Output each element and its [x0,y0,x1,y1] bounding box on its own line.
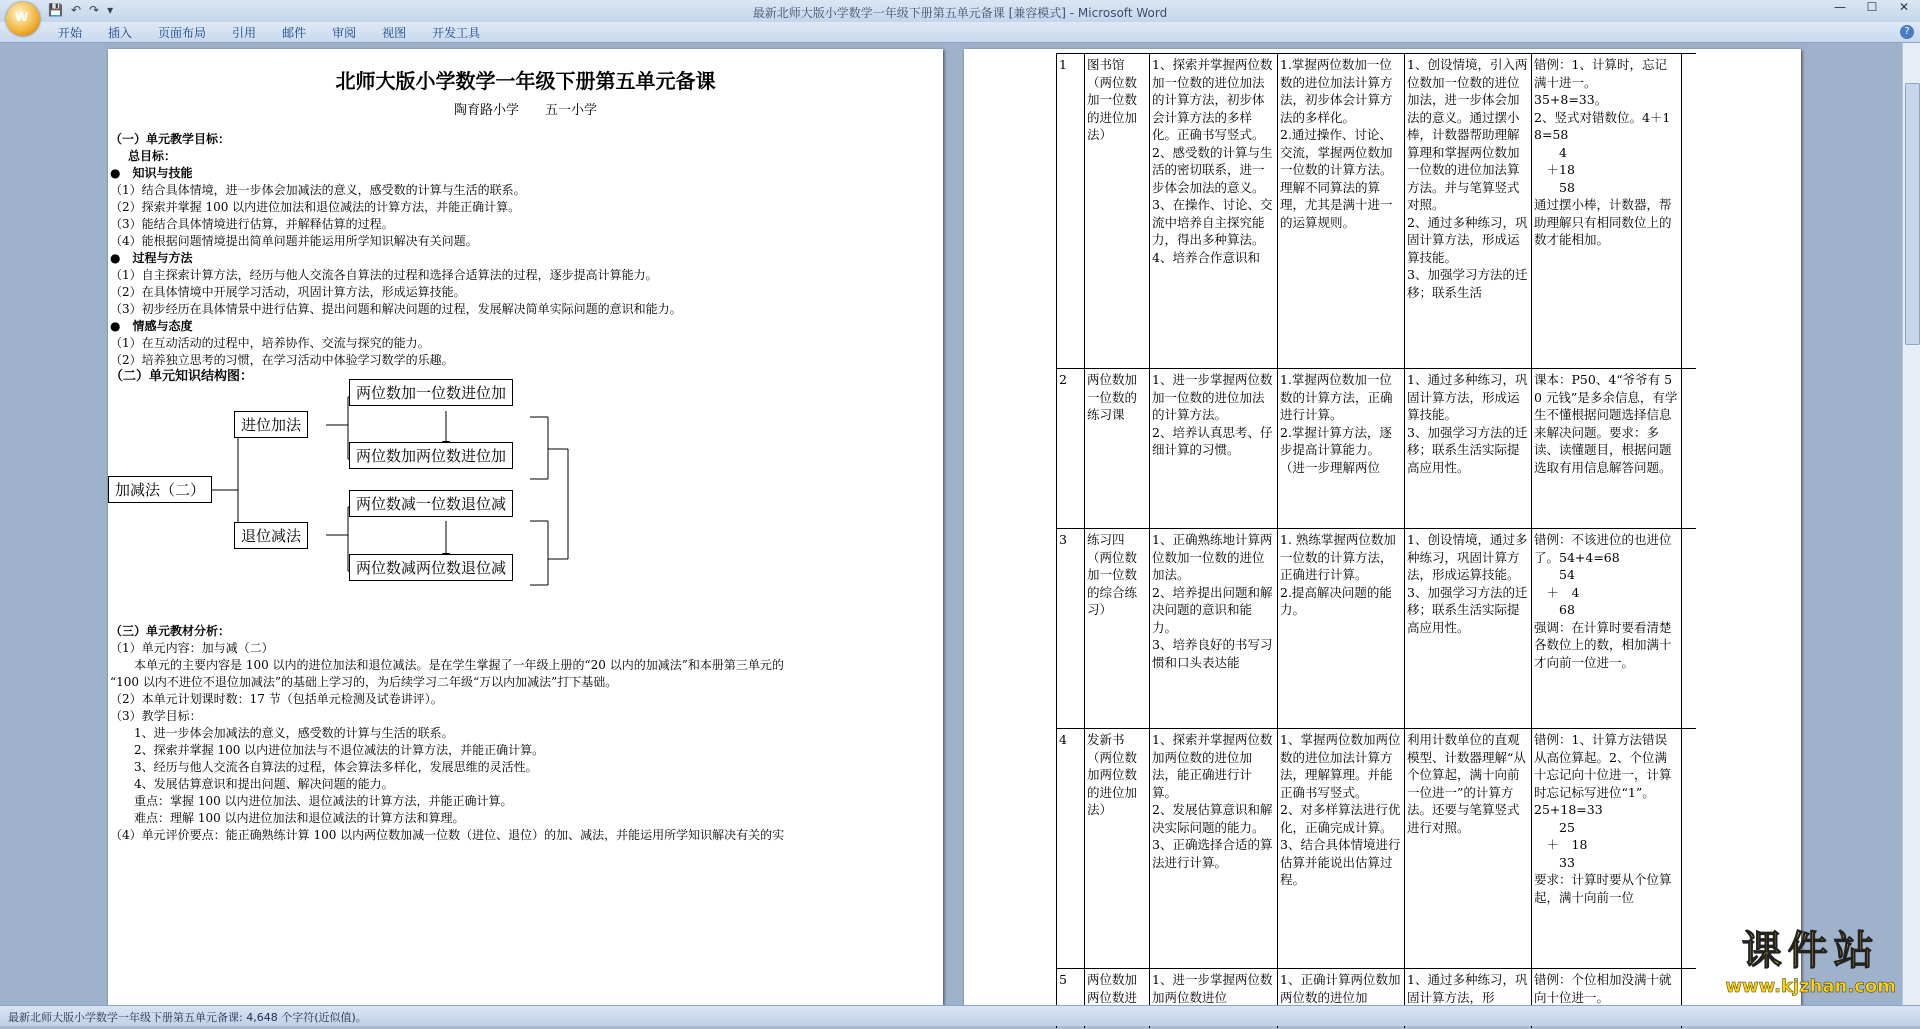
table-grid-line [1531,53,1532,1028]
text-line: （3）教学目标： [110,709,202,723]
text-line: （1）结合具体情境，进一步体会加减法的意义，感受数的计算与生活的联系。 [110,183,526,197]
minimize-button[interactable]: — [1834,0,1846,14]
help-icon[interactable]: ? [1900,25,1914,39]
tree-leaf: 两位数加两位数进位加 [349,442,513,469]
customize-qat-icon[interactable]: ▾ [107,3,114,17]
document-title: 北师大版小学数学一年级下册第五单元备课 [335,69,716,93]
text-line: （1）单元内容：加与减（二） [110,641,274,655]
lesson-methods: 1、创设情境，引入两位数加一位数的进位加法，进一步体会加法的意义。通过摆小棒，计数器帮助理解算理和掌握两位数加一位数的进位加法算方法。并与笔算竖式对照。 2、通过多种练习，巩固计算方法，形成运算技能。 3、加强学习方法的迁移；联系生活 [1407,57,1528,300]
table-grid-line [1681,53,1682,1028]
window-controls [1824,0,1920,20]
office-logo-icon: W [15,10,29,24]
watermark-url: www.kjzhan.com [1725,976,1896,997]
table-row [1056,728,1696,969]
lesson-topic: 两位数加两位数进 [1087,972,1138,1005]
ribbon-tabs [58,24,480,41]
text-line: 2、探索并掌握 100 以内进位加法与不退位减法的计算方法，并能正确计算。 [110,743,545,757]
lesson-focus: 1、正确计算两位数加两位数的进位加 [1280,972,1401,1005]
lesson-topic: 两位数加一位数的练习课 [1087,372,1138,422]
document-page-1 [108,49,943,1009]
text-line: （3）能结合具体情境进行估算，并解释估算的过程。 [110,217,394,231]
close-button[interactable]: ✕ [1898,0,1910,14]
maximize-button[interactable]: ☐ [1866,0,1878,14]
bullet-heading: ● 过程与方法 [110,251,193,265]
window-title: 最新北师大版小学数学一年级下册第五单元备课 [兼容模式] - Microsoft Word [752,6,1168,20]
status-bar [0,1005,1920,1026]
table-row [1056,368,1696,529]
lesson-goals: 1、探索并掌握两位数加一位数的进位加法的计算方法，初步体会计算方法的多样化。正确书写竖式。 2、感受数的计算与生活的密切联系，进一步体会加法的意义。 3、在操作、讨论、交流中培养自主探究能力，得出多种算法。 4、培养合作意识和 [1152,57,1273,265]
text-line: （2）探索并掌握 100 以内进位加法和退位减法的计算方法，并能正确计算。 [110,200,521,214]
tab-review[interactable]: 审阅 [332,26,357,40]
tab-mailings[interactable]: 邮件 [282,26,307,40]
table-grid-line [1056,53,1057,1028]
row-number: 5 [1059,972,1067,987]
office-button[interactable] [6,2,40,36]
lesson-goals: 1、正确熟练地计算两位数加一位数的进位加法。 2、培养提出问题和解决问题的意识和能力。 3、培养良好的书写习惯和口头表达能 [1152,532,1273,670]
lesson-focus: 1.掌握两位数加一位数的计算方法，正确进行计算。 2.掌握计算方法，逐步提高计算能力。 （进一步理解两位 [1280,372,1393,475]
bullet-heading: ● 情感与态度 [110,319,193,333]
lesson-goals: 1、探索并掌握两位数加两位数的进位加法，能正确进行计算。 2、发展估算意识和解决实际问题的能力。 3、正确选择合适的算法进行计算。 [1152,732,1273,870]
tree-leaf: 两位数减两位数退位减 [349,554,513,581]
section-heading: （二）单元知识结构图： [110,369,254,384]
text-line: （1）在互动活动的过程中，培养协作、交流与探究的能力。 [110,336,430,350]
section-heading: （一）单元教学目标： [110,132,231,146]
lesson-focus: 1、掌握两位数加两位数的进位加法计算方法，理解算理。并能正确书写竖式。 2、对多样算法进行优化，正确完成计算。 3、结合具体情境进行估算并能说出估算过程。 [1280,732,1401,887]
status-text: 最新北师大版小学数学一年级下册第五单元备课: 4,648 个字符(近似值)。 [8,1011,367,1024]
row-number: 2 [1059,372,1067,387]
lesson-focus: 1.掌握两位数加一位数的进位加法计算方法，初步体会计算方法的多样化。 2.通过操作、讨论、交流，掌握两位数加一位数的计算方法。 理解不同算法的算理，尤其是满十进一的运算规则。 [1280,57,1393,230]
text-line: 1、进一步体会加减法的意义，感受数的计算与生活的联系。 [110,726,454,740]
redo-icon[interactable]: ↷ [89,3,100,17]
tree-root: 加减法（二） [108,476,212,503]
lesson-errors: 课本：P50、4“爷爷有 50 元钱”是多余信息，有学生不懂根据问题选择信息来解决问题。要求：多读、读懂题目，根据问题选取有用信息解答问题。 [1534,372,1678,475]
bullet-heading: ● 知识与技能 [110,166,193,180]
text-line: （2）本单元计划课时数：17 节（包括单元检测及试卷讲评）。 [110,692,443,706]
tab-developer[interactable]: 开发工具 [432,26,481,40]
document-subtitle: 陶育路小学 五一小学 [453,103,597,118]
text-line: （4）单元评价要点：能正确熟练计算 100 以内两位数加减一位数（进位、退位）的加、减法，并能运用所学知识解决有关的实 [110,828,785,842]
table-grid-line [1404,53,1405,1028]
lesson-errors: 错例：个位相加没满十就向十位进一。 [1534,972,1672,1005]
scrollbar-thumb[interactable] [1905,83,1920,345]
tree-node-subtraction: 退位减法 [234,522,308,549]
row-number: 4 [1059,732,1067,747]
save-icon[interactable]: 💾 [48,3,63,17]
text-line: （3）初步经历在具体情景中进行估算、提出问题和解决问题的过程，发展解决简单实际问题的意识和能力。 [110,302,682,316]
heading: 总目标： [128,149,177,163]
tab-home[interactable]: 开始 [58,26,83,40]
ribbon [0,22,1920,43]
lesson-methods: 1、创设情境，通过多种练习，巩固计算方法，形成运算技能。 3、加强学习方法的迁移；联系生活实际提高应用性。 [1407,532,1528,635]
title-bar [0,0,1920,22]
text-line: 本单元的主要内容是 100 以内的进位加法和退位减法。是在学生掌握了一年级上册的“20 以内的加减法”和本册第三单元的 [110,658,784,672]
tab-page-layout[interactable]: 页面布局 [158,26,207,40]
lesson-goals: 1、进一步掌握两位数加一位数的进位加法的计算方法。 2、培养认真思考、仔细计算的习惯。 [1152,372,1273,457]
document-workarea [0,43,1920,1005]
tree-node-addition: 进位加法 [234,411,308,438]
text-line: （2）在具体情境中开展学习活动，巩固计算方法，形成运算技能。 [110,285,466,299]
text-line: （2）培养独立思考的习惯，在学习活动中体验学习数学的乐趣。 [110,353,454,367]
row-number: 1 [1059,57,1067,72]
lesson-methods: 1、通过多种练习，巩固计算方法，形成运算技能。 3、加强学习方法的迁移；联系生活实际提高应用性。 [1407,372,1528,475]
text-line: 4、发展估算意识和提出问题、解决问题的能力。 [110,777,394,791]
table-row [1056,53,1696,369]
tree-leaf: 两位数加一位数进位加 [349,379,513,406]
tab-insert[interactable]: 插入 [108,26,133,40]
row-number: 3 [1059,532,1067,547]
table-row [1056,528,1696,729]
text-line: 难点：理解 100 以内进位加法和退位减法的计算方法和算理。 [110,811,465,825]
table-grid-line [1277,53,1278,1028]
lesson-methods: 利用计数单位的直观模型、计数器理解“从个位算起，满十向前一位进一”的计算方法。还要与笔算竖式进行对照。 [1407,732,1526,835]
document-page-2 [964,49,1801,1009]
lesson-errors: 错例：不该进位的也进位了。54+4=68 54 ＋ 4 68 强调：在计算时要看清楚各数位上的数，相加满十才向前一位进一。 [1534,532,1672,670]
lesson-topic: 发新书（两位数加两位数的进位加法） [1087,732,1138,817]
text-line: （4）能根据问题情境提出简单问题并能运用所学知识解决有关问题。 [110,234,478,248]
tree-leaf: 两位数减一位数退位减 [349,490,513,517]
text-line: “100 以内不进位不退位加减法”的基础上学习的，为后续学习二年级“万以内加减法”打下基础。 [110,675,618,689]
tab-view[interactable]: 视图 [382,26,407,40]
table-grid-line [1084,53,1085,1028]
lesson-methods: 1、通过多种练习，巩固计算方法，形 [1407,972,1528,1005]
lesson-topic: 图书馆（两位数加一位数的进位加法） [1087,57,1138,142]
watermark-logo [1725,919,1896,997]
lesson-topic: 练习四（两位数加一位数的综合练习） [1087,532,1138,617]
text-line: （1）自主探索计算方法，经历与他人交流各自算法的过程和选择合适算法的过程，逐步提高计算能力。 [110,268,658,282]
vertical-scrollbar[interactable] [1902,43,1920,1005]
watermark-name: 课件站 [1741,928,1880,974]
tab-references[interactable]: 引用 [232,26,257,40]
table-grid-line [1149,53,1150,1028]
undo-icon[interactable]: ↶ [70,3,82,17]
lesson-errors: 错例：1、计算时，忘记满十进一。 35+8=33。 2、竖式对错数位。4＋18=58 4 ＋18 58 通过摆小棒，计数器，帮助理解只有相同数位上的数才能相加。 [1534,57,1672,247]
lesson-errors: 错例：1、计算方法错误从高位算起。2、个位满十忘记向十位进一，计算时忘记标写进位“1”。 25+18=33 25 ＋ 18 33 要求：计算时要从个位算起，满十向前一位 [1534,732,1672,905]
text-line: 重点：掌握 100 以内进位加法、退位减法的计算方法，并能正确计算。 [110,794,513,808]
lesson-goals: 1、进一步掌握两位数加两位数进位 [1152,972,1273,1005]
section-heading: （三）单元教材分析： [110,624,231,638]
text-line: 3、经历与他人交流各自算法的过程，体会算法多样化，发展思维的灵活性。 [110,760,538,774]
lesson-focus: 1. 熟练掌握两位数加一位数的计算方法，正确进行计算。 2.提高解决问题的能力。 [1280,532,1396,617]
